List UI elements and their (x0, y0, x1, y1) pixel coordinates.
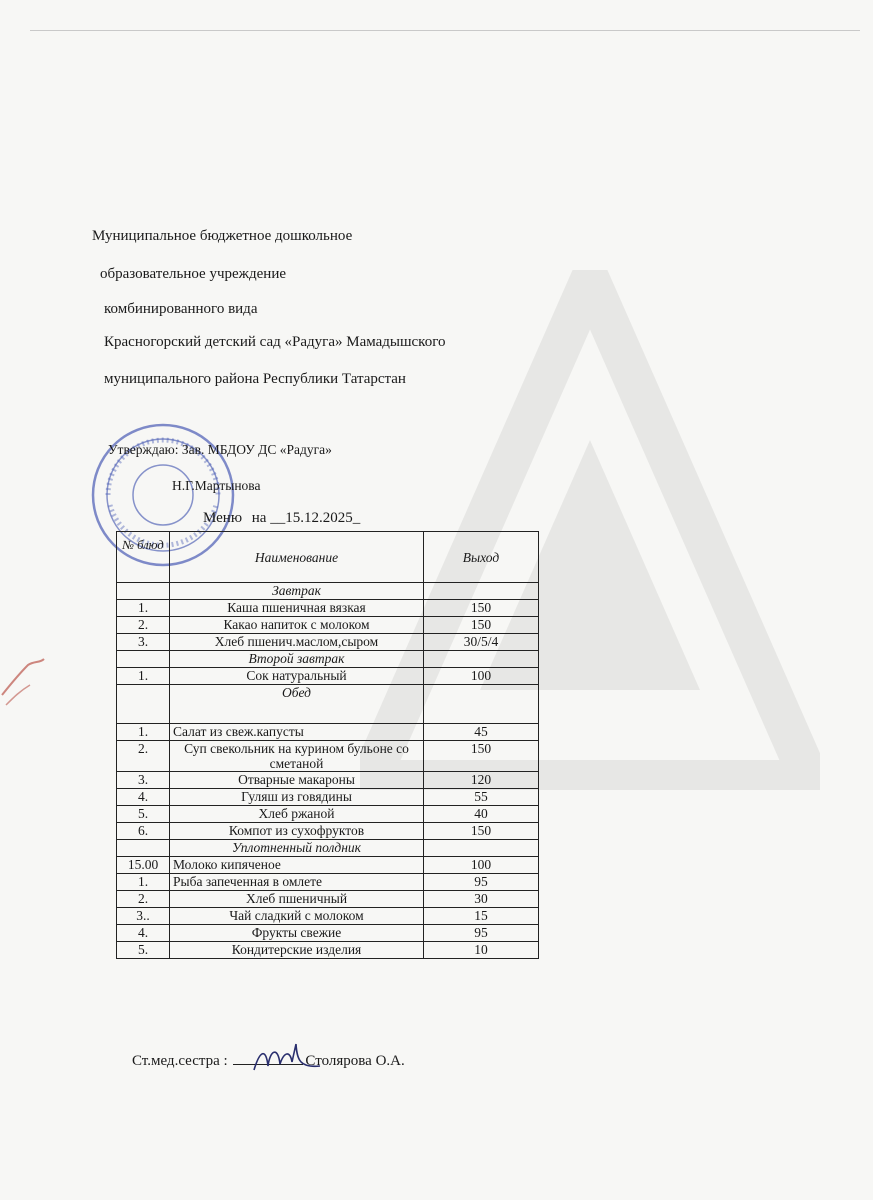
handwritten-signature (250, 1040, 322, 1080)
row-output: 45 (424, 724, 539, 741)
row-output: 95 (424, 874, 539, 891)
row-output: 150 (424, 741, 539, 772)
org-name-line-4: Красногорский детский сад «Радуга» Мамадышского (104, 334, 446, 350)
nurse-name: Столярова О.А. (305, 1053, 405, 1069)
row-num: 3. (117, 772, 170, 789)
row-num: 4. (117, 789, 170, 806)
row-dish: Гуляш из говядины (170, 789, 424, 806)
row-num: 4. (117, 925, 170, 942)
header-output: Выход (424, 532, 539, 583)
org-name-line-5: муниципального района Республики Татарстан (104, 371, 406, 387)
row-dish: Молоко кипяченое (170, 857, 424, 874)
row-output: 120 (424, 772, 539, 789)
row-output: 55 (424, 789, 539, 806)
table-row (117, 823, 539, 840)
menu-title (203, 510, 366, 527)
row-num: 3.. (117, 908, 170, 925)
row-num: 15.00 (117, 857, 170, 874)
table-row (117, 908, 539, 925)
section-row (117, 685, 539, 724)
row-num: 1. (117, 668, 170, 685)
table-row (117, 857, 539, 874)
table-row (117, 874, 539, 891)
menu-date: на __15.12.2025_ (251, 510, 361, 526)
table-row (117, 891, 539, 908)
paper-stain (0, 655, 50, 715)
row-output: 40 (424, 806, 539, 823)
row-dish: Компот из сухофруктов (170, 823, 424, 840)
nurse-role: Ст.мед.сестра : (132, 1053, 228, 1069)
row-output: 30 (424, 891, 539, 908)
table-row (117, 617, 539, 634)
approver-name: Н.Г.Мартынова (172, 478, 261, 493)
row-num: 1. (117, 874, 170, 891)
row-output: 150 (424, 617, 539, 634)
table-row (117, 772, 539, 789)
section-title: Уплотненный полдник (170, 840, 424, 857)
section-row (117, 651, 539, 668)
row-num: 2. (117, 741, 170, 772)
header-name: Наименование (170, 532, 424, 583)
row-dish: Сок натуральный (170, 668, 424, 685)
org-name-line-3: комбинированного вида (104, 301, 258, 317)
table-row (117, 668, 539, 685)
table-row (117, 806, 539, 823)
approval-text: Утверждаю: Зав. МБДОУ ДС «Радуга» (108, 442, 332, 457)
table-row (117, 925, 539, 942)
header-num: № блюд (117, 532, 170, 583)
row-dish: Хлеб пшеничный (170, 891, 424, 908)
row-output: 100 (424, 857, 539, 874)
row-dish: Хлеб ржаной (170, 806, 424, 823)
row-dish: Хлеб пшенич.маслом,сыром (170, 634, 424, 651)
row-num: 5. (117, 806, 170, 823)
row-output: 150 (424, 600, 539, 617)
menu-table (116, 531, 539, 959)
table-header-row (117, 532, 539, 583)
row-dish: Отварные макароны (170, 772, 424, 789)
row-num: 2. (117, 891, 170, 908)
table-row (117, 942, 539, 959)
row-output: 15 (424, 908, 539, 925)
table-row (117, 724, 539, 741)
table-row (117, 634, 539, 651)
section-row (117, 583, 539, 600)
row-dish: Салат из свеж.капусты (170, 724, 424, 741)
row-output: 10 (424, 942, 539, 959)
section-title: Завтрак (170, 583, 424, 600)
row-output: 95 (424, 925, 539, 942)
row-num: 5. (117, 942, 170, 959)
table-row (117, 741, 539, 772)
row-num: 6. (117, 823, 170, 840)
row-dish: Фрукты свежие (170, 925, 424, 942)
row-num: 2. (117, 617, 170, 634)
row-dish: Кондитерские изделия (170, 942, 424, 959)
row-output: 150 (424, 823, 539, 840)
org-name-line-2: образовательное учреждение (100, 266, 287, 282)
table-row (117, 789, 539, 806)
row-num: 3. (117, 634, 170, 651)
table-row (117, 600, 539, 617)
row-dish: Суп свекольник на курином бульоне со сметаной (170, 741, 424, 772)
row-dish: Чай сладкий с молоком (170, 908, 424, 925)
section-title: Обед (170, 685, 424, 724)
row-num: 1. (117, 724, 170, 741)
row-output: 30/5/4 (424, 634, 539, 651)
row-num: 1. (117, 600, 170, 617)
row-dish: Рыба запеченная в омлете (170, 874, 424, 891)
menu-label: Меню (203, 510, 243, 526)
row-dish: Каша пшеничная вязкая (170, 600, 424, 617)
section-row (117, 840, 539, 857)
section-title: Второй завтрак (170, 651, 424, 668)
page-top-border (30, 30, 860, 31)
org-name-line-1: Муниципальное бюджетное дошкольное (92, 228, 353, 244)
row-output: 100 (424, 668, 539, 685)
row-dish: Какао напиток с молоком (170, 617, 424, 634)
